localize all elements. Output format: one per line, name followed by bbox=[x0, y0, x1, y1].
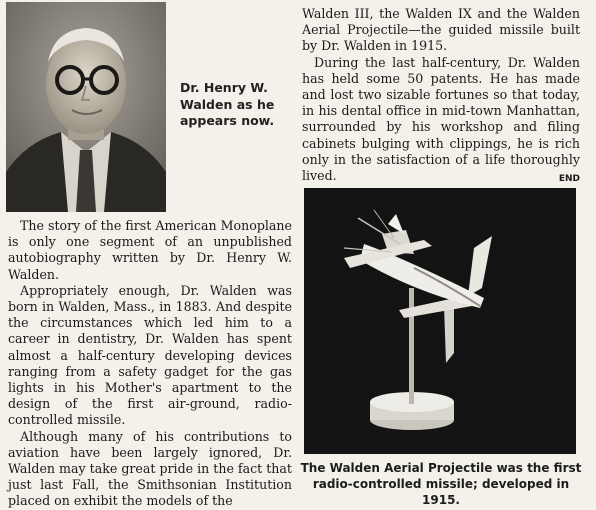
missile-caption: The Walden Aerial Projectile was the first radio-controlled missile; developed in 1915. bbox=[300, 461, 582, 507]
end-mark: END bbox=[558, 174, 580, 185]
missile-photo bbox=[304, 188, 576, 454]
paragraph-patents-text: During the last half-century, Dr. Walden has held some 50 patents. He has made and lost two sizable fortunes so that today, in his dental office in mid-town Manhattan, surrounded by his workshop and filing cabinets bulging with clippings, he is rich only in the satisfaction of a life thoroughly lived. bbox=[302, 54, 580, 184]
paragraph-patents bbox=[302, 55, 580, 185]
paragraph-contributions: Although many of his contributions to aviation have been largely ignored, Dr. Walden may take great pride in the fact that just last Fall, the Smithsonian Institution placed on exhibit the models of the bbox=[8, 428, 292, 509]
right-column bbox=[302, 6, 580, 187]
portrait-photo bbox=[6, 2, 166, 212]
paragraph-intro: The story of the first American Monoplane is only one segment of an unpublished autobiography written by Dr. Henry W. Walden. bbox=[8, 218, 292, 282]
portrait-caption: Dr. Henry W. Walden as he appears now. bbox=[180, 80, 275, 128]
left-column bbox=[8, 218, 292, 510]
paragraph-biography: Appropriately enough, Dr. Walden was born in Walden, Mass., in 1883. And despite the circumstances which led him to a career in dentistry, Dr. Walden has spent almost a half-century developing devices ranging from a safety gadget for the gas lights in his Mother's apartment to the design of the first air-ground, radio-controlled missile. bbox=[8, 282, 292, 428]
paragraph-continuation: Walden III, the Walden IX and the Walden Aerial Projectile—the guided missile built by Dr. Walden in 1915. bbox=[302, 6, 580, 54]
